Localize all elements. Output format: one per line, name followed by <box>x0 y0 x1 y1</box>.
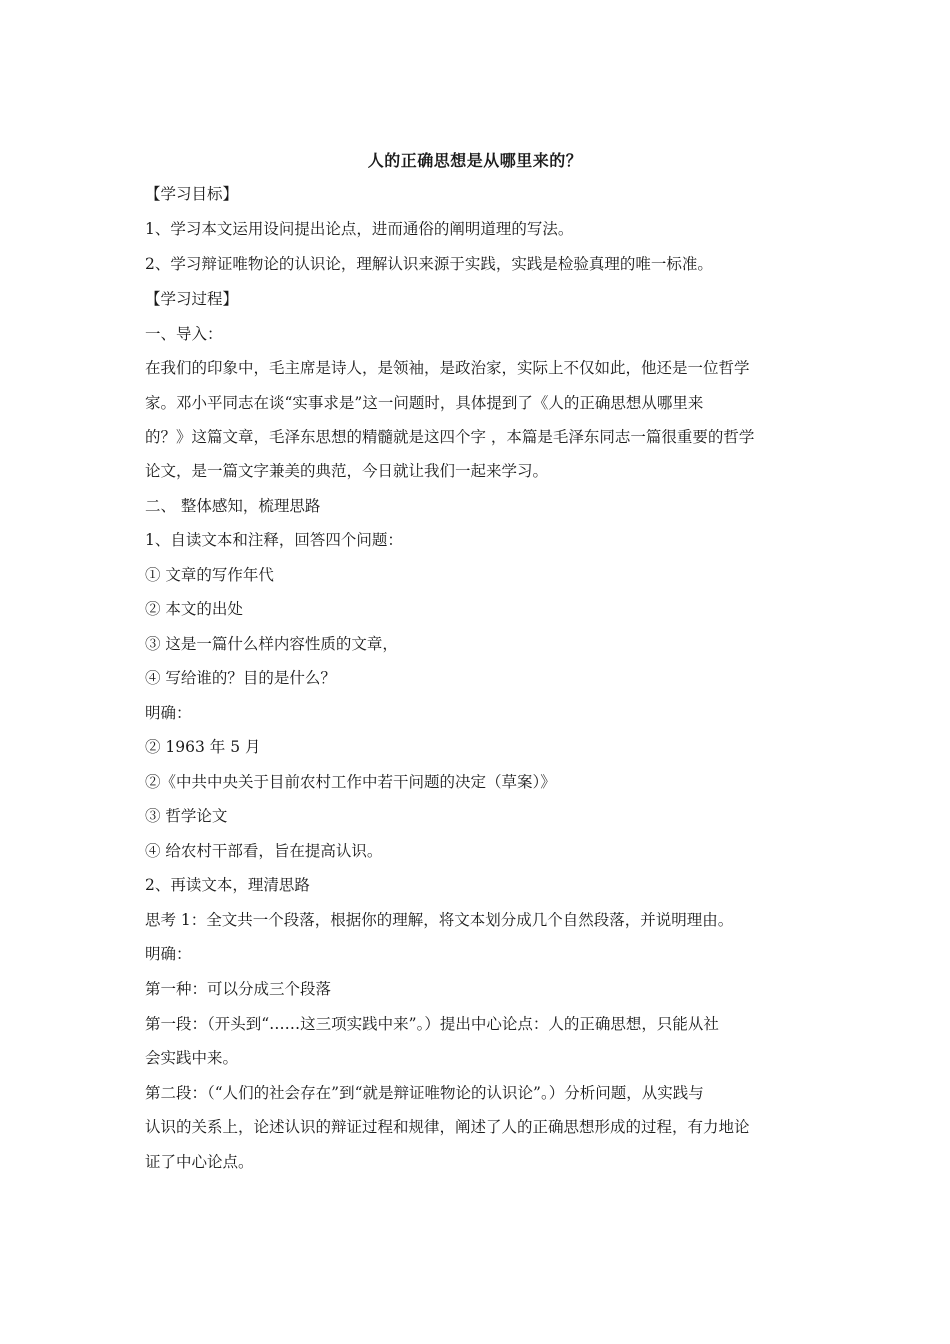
subheading-overview: 二、 整体感知，梳理思路 <box>145 497 321 515</box>
section-heading-process: 【学习过程】 <box>145 290 239 308</box>
intro-text-line-1: 在我们的印象中，毛主席是诗人，是领袖，是政治家，实际上不仅如此，他还是一位哲学 <box>145 359 750 377</box>
question-2: ② 本文的出处 <box>145 600 243 618</box>
document-title: 人的正确思想是从哪里来的？ <box>367 151 583 170</box>
think-1: 思考 1：全文共一个段落，根据你的理解，将文本划分成几个自然段落，并说明理由。 <box>145 911 734 929</box>
answer-3: ③ 哲学论文 <box>145 807 228 825</box>
clarify-label-1: 明确： <box>145 704 192 722</box>
task-1: 1、自读文本和注释，回答四个问题： <box>145 531 403 549</box>
section-heading-objectives: 【学习目标】 <box>145 185 239 203</box>
clarify-label-2: 明确： <box>145 945 192 963</box>
question-1: ① 文章的写作年代 <box>145 566 274 584</box>
paragraph-1-line-1: 第一段：（开头到“……这三项实践中来”。）提出中心论点：人的正确思想，只能从社 <box>145 1015 719 1033</box>
paragraph-2-line-3: 证了中心论点。 <box>145 1153 254 1171</box>
paragraph-1-line-2: 会实践中来。 <box>145 1049 239 1067</box>
objective-2: 2、学习辩证唯物论的认识论，理解认识来源于实践，实践是检验真理的唯一标准。 <box>145 255 713 273</box>
intro-text-line-4: 论文，是一篇文字兼美的典范，今日就让我们一起来学习。 <box>145 462 549 480</box>
intro-text-line-3: 的？》这篇文章，毛泽东思想的精髓就是这四个字 ，本篇是毛泽东同志一篇很重要的哲学 <box>145 428 755 446</box>
subheading-intro: 一、导入： <box>145 325 223 343</box>
intro-text-line-2: 家。邓小平同志在谈“实事求是”这一问题时，具体提到了《人的正确思想从哪里来 <box>145 394 704 412</box>
paragraph-2-line-2: 认识的关系上，论述认识的辩证过程和规律，阐述了人的正确思想形成的过程，有力地论 <box>145 1118 750 1136</box>
objective-1: 1、学习本文运用设问提出论点，进而通俗的阐明道理的写法。 <box>145 220 574 238</box>
answer-4: ④ 给农村干部看，旨在提高认识。 <box>145 842 383 860</box>
option-1: 第一种：可以分成三个段落 <box>145 980 332 998</box>
question-4: ④ 写给谁的？目的是什么？ <box>145 669 336 687</box>
question-3: ③ 这是一篇什么样内容性质的文章， <box>145 635 398 653</box>
answer-1: ② 1963 年 5 月 <box>145 738 261 756</box>
answer-2: ②《中共中央关于目前农村工作中若干问题的决定（草案）》 <box>145 773 556 791</box>
paragraph-2-line-1: 第二段：（“人们的社会存在”到“就是辩证唯物论的认识论”。）分析问题，从实践与 <box>145 1084 704 1102</box>
task-2: 2、再读文本，理清思路 <box>145 876 310 894</box>
